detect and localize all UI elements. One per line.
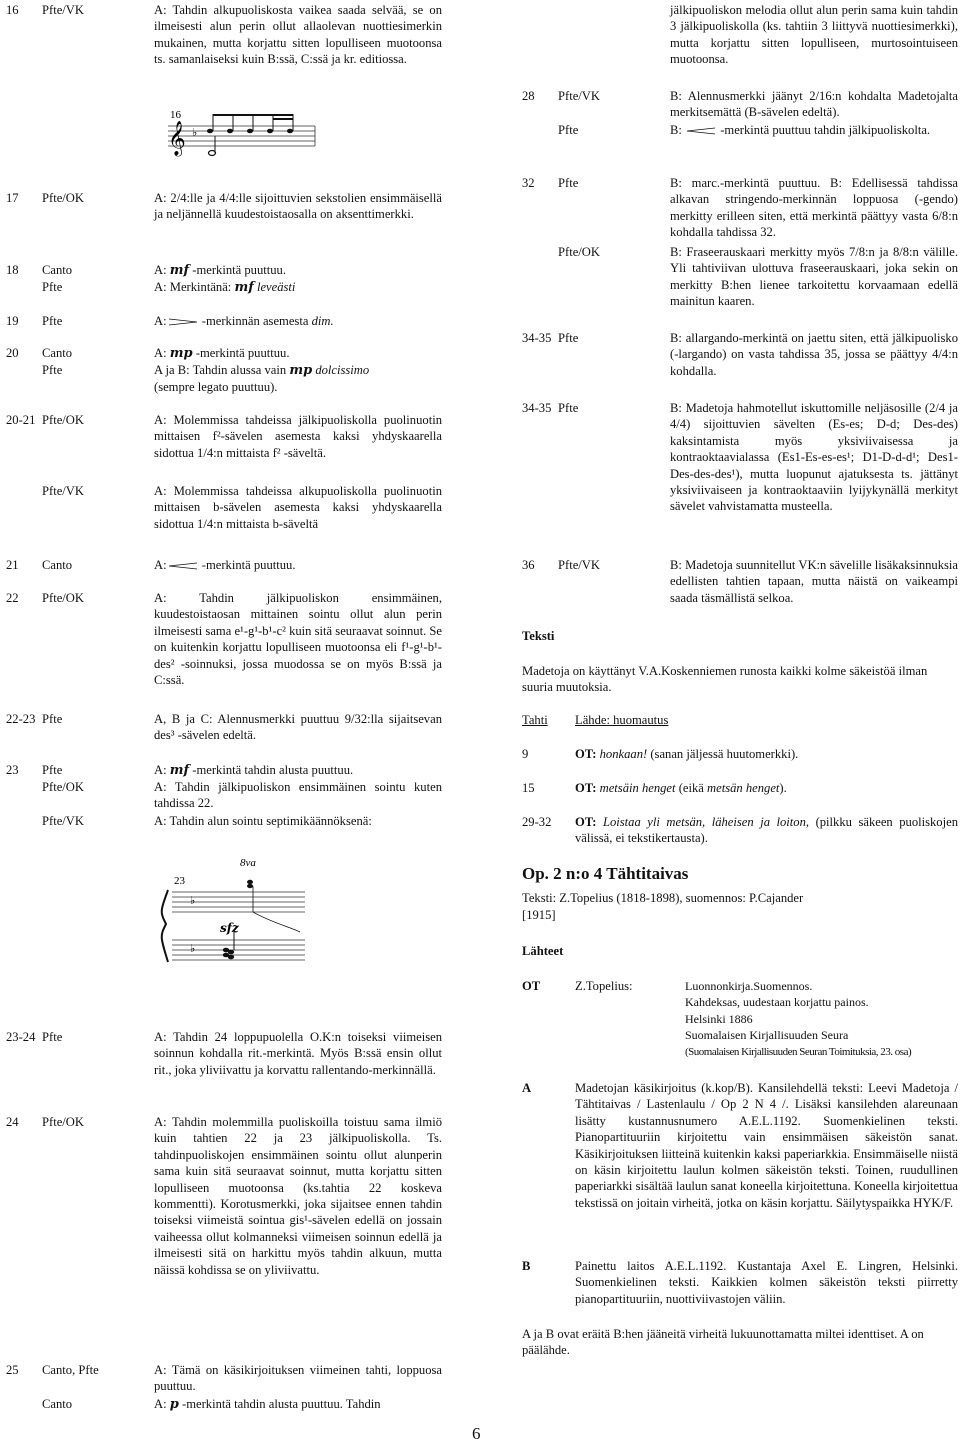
svg-text:♭: ♭ <box>192 126 198 139</box>
svg-text:𝄞: 𝄞 <box>168 121 186 156</box>
part-label: Pfte/VK <box>558 558 600 572</box>
comment-text <box>154 313 442 329</box>
comment-text: A: Tahdin jälkipuoliskon ensimmäinen, kuudestoistaosan mittainen sointu ollut alun perin ilmeisesti sama e¹-g¹-b¹-c² kuin sitä seuraavat soinnut. Se on kuitenkin korjattu lopulliseen muotoonsa eli f¹-g¹-b¹-des² -soinnuksi, jossa muodossa se on myös B:ssä ja C:ssä. <box>154 591 442 688</box>
comment-text: A: Tahdin 24 loppupuolella O.K:n toiseksi viimeisen soinnun kohdalla rit.-merkintä. Myös B:ssä ensin ollut rit., joka yliviivattu ja korvattu rallentando-merkinnällä. <box>154 1030 442 1077</box>
part-label: Pfte <box>558 331 579 345</box>
comment-text: B: Fraseerauskaari merkitty myös 7/8:n ja 8/8:n välille. Yli tahtiviivan ulottuva fraseerauskaari, joka sekin on merkitty B:hen lienee tarkoitettu korvaamaan edellä mainitun kaaren. <box>670 245 958 309</box>
part-label: Pfte/VK <box>42 814 84 828</box>
entry-25-canto <box>6 1396 442 1413</box>
entry-16 <box>6 2 442 68</box>
source-key: B <box>522 1259 531 1273</box>
opus-year: [1915] <box>522 908 556 922</box>
entry-19 <box>6 313 442 329</box>
diminuendo-hairpin-icon <box>167 318 199 326</box>
comment-text: B: Madetoja hahmotellut iskuttomille neljäsosille (2/4 ja 4/4) sijoittuvien sävelten (Es-es; D-d; Des-des) kaksintamista myös yksiviivaisessa ja kontraoktaavialassa (Es1-Es-es-es¹; D1-D-d-d¹; Des1-Des-des-des¹), mutta luopunut ajatuksesta ts. jättänyt yksiviivaiseen ja kontraoktaaviin lyijykynällä merkityt sävelet vahvistamatta musteella. <box>670 401 958 514</box>
sources-heading: Lähteet <box>522 944 564 958</box>
dynamic-mark: mf <box>234 280 254 295</box>
part-label: Pfte <box>42 1030 63 1044</box>
part-label: Pfte/OK <box>42 1115 84 1129</box>
dynamic-mark: mp <box>289 363 313 378</box>
comment-text: B: Madetoja suunnitellut VK:n sävelille lisäkaksinnuksia edellisten tahtien tapaan, mutta näistä on vaikeampi saada täsmällistä selkoa. <box>670 558 958 605</box>
comment-rest: -merkintä puuttuu. <box>201 558 296 572</box>
part-label: Pfte <box>42 712 63 726</box>
comment-rest: -merkintä tahdin alusta puuttuu. <box>192 763 354 777</box>
part-label: Pfte/VK <box>558 89 600 103</box>
part-label: Pfte/VK <box>42 484 84 498</box>
source-label: A: <box>154 763 167 777</box>
comment-text: A: Tahdin alun sointu septimikäännöksenä: <box>154 814 372 828</box>
source-label: A: <box>154 558 167 572</box>
part-label: Pfte <box>558 176 579 190</box>
music-example-23 <box>160 852 310 982</box>
part-label: Pfte/OK <box>42 780 84 794</box>
comment-text <box>154 1396 442 1413</box>
entry-34-35-a <box>522 330 958 379</box>
bar-number: 18 <box>6 263 19 277</box>
sources-conclusion: A ja B ovat eräitä B:hen jääneitä virheitä lukuunottamatta miltei identtiset. A on päälähde. <box>522 1327 924 1358</box>
entry-23-ok <box>6 779 442 812</box>
crescendo-hairpin-icon <box>685 127 717 135</box>
comment-text: jälkipuoliskon melodia ollut alun perin sama kuin tahdin 3 jälkipuoliskolla (ks. tahtiin 3 liittyvä nuottiesimerkki), mutta korjattu sitten lopulliseen, murtosointuiseen muotoonsa. <box>670 3 958 67</box>
source-text: Painettu laitos A.E.L.1192. Kustantaja Axel E. Lingren, Helsinki. Suomenkielinen teksti. Kaikkien kolmen säkeistön teksti piirretty pianopartituuriin, nuottiviivastojen väliin. <box>575 1259 958 1306</box>
row-note: OT: metsäin henget (eikä metsän henget). <box>575 781 787 795</box>
entry-34-35-b <box>522 400 958 515</box>
source-lines: Luonnonkirja.Suomennos. Kahdeksas, uudestaan korjattu painos. Helsinki 1886 Suomalaisen Kirjallisuuden Seura (Suomalaisen Kirjallisuuden Seuran Toimituksia, 23. osa) <box>685 979 912 1058</box>
source-label: A: <box>154 1397 167 1411</box>
comment-text: B: Alennusmerkki jäänyt 2/16:n kohdalta Madetojalta merkitsemättä (B-sävelen edeltä). <box>670 89 958 120</box>
comment-text <box>670 122 958 138</box>
bar-number: 24 <box>6 1115 19 1129</box>
example-bar-number: 16 <box>170 109 181 121</box>
comment-text: A: Tämä on käsikirjoituksen viimeinen tahti, loppuosa puuttuu. <box>154 1363 442 1394</box>
dynamic-mark: p <box>169 1397 179 1412</box>
entry-20-21-ok <box>6 412 442 461</box>
source-b <box>522 1258 958 1307</box>
dynamic-mark: mf <box>169 763 190 778</box>
source-label: A: <box>154 263 167 277</box>
comment-text: A, B ja C: Alennusmerkki puuttuu 9/32:lla sijaitsevan des³ -sävelen edeltä. <box>154 712 442 743</box>
comment-text: A: 2/4:lle ja 4/4:lle sijoittuvien sekstolien ensimmäisellä ja neljännellä kuudestoistaosalla on aksenttimerkki. <box>154 191 442 222</box>
comment-text <box>154 362 442 396</box>
part-label: Canto, Pfte <box>42 1363 99 1377</box>
entry-25-continued <box>522 2 958 68</box>
comment-text: A: Tahdin alkupuoliskosta vaikea saada selvää, se on ilmeisesti alun perin ollut allaolevan nuottiesimerkin mukainen, mutta korjattu sitten lopulliseen muotoonsa ts. samanlaiseksi kuin B:ssä, C:ssä ja kr. editiossa. <box>154 3 442 67</box>
text-table-row <box>522 780 958 796</box>
teksti-body: Madetoja on käyttänyt V.A.Koskenniemen runosta kaikki kolme säkeistöä ilman suuria muutoksia. <box>522 664 928 695</box>
row-note: OT: Loistaa yli metsän, läheisen ja loiton, (pilkku säkeen puoliskojen välissä, ei tekstikertausta). <box>575 815 958 846</box>
entry-32-pfte <box>522 175 958 241</box>
entry-28-vk <box>522 88 958 121</box>
comment-rest: (sempre legato puuttuu). <box>154 380 278 395</box>
entry-20-canto <box>6 345 442 362</box>
entry-18-canto <box>6 262 442 279</box>
comment-text <box>154 345 442 362</box>
comment-italic: dim. <box>311 314 334 328</box>
entry-23-pfte <box>6 762 442 779</box>
comment-text: A: Molemmissa tahdeissa jälkipuoliskolla puolinuotin mittaisen f²-sävelen asemesta kaksi yhdyskaarella sidottua 1/4:n mittaista f² -säveltä. <box>154 413 442 460</box>
bar-number: 23-24 <box>6 1030 36 1044</box>
entry-32-ok <box>522 244 958 310</box>
comment-rest: -merkintä puuttuu. <box>192 263 286 277</box>
part-label: Canto <box>42 1397 73 1411</box>
part-label: Pfte/OK <box>42 413 84 427</box>
opus-subtitle: Teksti: Z.Topelius (1818-1898), suomennos: P.Cajander <box>522 891 804 905</box>
comment-text <box>154 279 442 296</box>
comment-italic: dolcissimo <box>315 363 370 377</box>
bar-number: 22 <box>6 591 19 605</box>
source-label: B: <box>670 123 682 137</box>
source-author: Z.Topelius: <box>575 979 633 993</box>
part-label: Pfte <box>42 314 63 328</box>
bar-number: 25 <box>6 1363 19 1377</box>
comment-text: A: Tahdin jälkipuoliskon ensimmäinen sointu kuten tahdissa 22. <box>154 780 442 811</box>
comment-text <box>154 557 442 573</box>
part-label: Pfte/OK <box>42 191 84 205</box>
part-label: Pfte/VK <box>42 3 84 17</box>
entry-23-24 <box>6 1029 442 1078</box>
entry-22-23 <box>6 711 442 744</box>
dynamic-mark: mp <box>169 346 193 361</box>
source-label: A: <box>154 314 167 328</box>
source-a <box>522 1080 958 1211</box>
entry-20-pfte <box>6 362 442 396</box>
bar-number: 28 <box>522 89 535 103</box>
comment-text <box>154 262 442 279</box>
svg-text:♭: ♭ <box>190 894 196 907</box>
source-key: A <box>522 1081 532 1095</box>
bar-number: 17 <box>6 191 19 205</box>
part-label: Pfte <box>558 401 579 415</box>
bar-number: 34-35 <box>522 331 552 345</box>
comment-rest: leveästi <box>256 280 296 294</box>
bar-number: 23 <box>6 763 19 777</box>
comment-text: A: Tahdin molemmilla puoliskoilla toistuu sama ilmiö kuin tahtien 22 ja 23 jälkipuoliskolla. Ts. tahdinpuoliskojen ensimmäinen sointu ollut alunperin sama kuin sitä seuraavat soinnut, mutta korjattu sitten lopulliseen muotoonsa (ks.tahtia 22 koskeva kommentti). Korotusmerkki, joka sijaitsee ennen tahdin toiseksi viimeistä sointua gis¹-sävelen edellä on jossain vaiheessa ollut kolmanneksi viimeisen soinnun edellä ja ilmeisesti sitä on harkittu myös tahdin alkuun, mutta näissä kohdissa se on yliviivattu. <box>154 1115 442 1277</box>
bar-number: 20 <box>6 346 19 360</box>
comment-rest: -merkintä puuttuu tahdin jälkipuoliskolta. <box>720 123 931 137</box>
entry-25 <box>6 1362 442 1395</box>
entry-36 <box>522 557 958 606</box>
entry-18-pfte <box>6 279 442 296</box>
part-label: Pfte/OK <box>42 591 84 605</box>
row-note: OT: honkaan! (sanan jäljessä huutomerkki). <box>575 747 799 761</box>
column-header-source: Lähde: huomautus <box>575 713 669 727</box>
part-label: Pfte/OK <box>558 245 600 259</box>
bar-number: 32 <box>522 176 535 190</box>
part-label: Canto <box>42 263 73 277</box>
source-label: A: Merkintänä: <box>154 280 232 294</box>
bar-number: 21 <box>6 558 19 572</box>
entry-23-vk <box>6 813 442 829</box>
bar-number: 16 <box>6 3 19 17</box>
sfz-mark: sfz <box>220 921 239 935</box>
source-label: A ja B: Tahdin alussa vain <box>154 363 287 377</box>
source-key: OT <box>522 979 541 993</box>
dynamic-mark: mf <box>169 263 190 278</box>
entry-24 <box>6 1114 442 1278</box>
column-header-tahti: Tahti <box>522 713 548 727</box>
bar-number: 22-23 <box>6 712 36 726</box>
part-label: Pfte <box>42 763 63 777</box>
comment-text <box>154 762 442 779</box>
svg-text:♭: ♭ <box>190 942 196 955</box>
part-label: Pfte <box>42 363 63 377</box>
entry-28-pfte <box>522 122 958 138</box>
comment-rest: -merkintä tahdin alusta puuttuu. Tahdin <box>182 1397 381 1411</box>
bar-number: 19 <box>6 314 19 328</box>
part-label: Pfte <box>42 280 63 294</box>
teksti-heading: Teksti <box>522 629 555 643</box>
part-label: Canto <box>42 558 73 572</box>
bar-number: 34-35 <box>522 401 552 415</box>
comment-rest: -merkintä puuttuu. <box>195 346 290 360</box>
comment-text: B: marc.-merkintä puuttuu. B: Edellisessä tahdissa alkavan stringendo-merkinnän loppuosa (-gendo) merkitty erilleen siten, että merkintä päättyy vasta 6/8:n kohdalla tahdissa 32. <box>670 176 958 240</box>
entry-17 <box>6 190 442 223</box>
part-label: Pfte <box>558 123 579 137</box>
entry-21 <box>6 557 442 573</box>
part-label: Canto <box>42 346 73 360</box>
source-text: Madetojan käsikirjoitus (k.kop/B). Kansilehdellä teksti: Leevi Madetoja / Tähtitaivas / Lastenlaulu / Op 2 N 4 /. Lisäksi kansilehden alareunaan lisätty kustannusnumero A.E.L.1192. Suomenkielinen teksti. Pianopartituuriin kirjoitettu vain ensimmäisen säkeistön sanat. Käsikirjoituksen liitteinä kuitenkin kaksi paperiarkkia. Ensimmäiselle niistä on käsin kirjoitettu laulun kolmen säkeistön teksti. Toinen, ruudullinen paperiarkki sisältää laulun sanat koneella kirjoitettuna. Koneella kirjoitettua tekstissä on joitain virheitä, jotka on käsin korjattu. Säilytyspaikka HYK/F. <box>575 1081 958 1210</box>
bar-number: 9 <box>522 747 529 761</box>
comment-text: B: allargando-merkintä on jaettu siten, että jälkipuolisko (-largando) on vasta tahdissa 35, jossa se päättyy 4/4:n kohdalla. <box>670 331 958 378</box>
bar-number: 15 <box>522 781 535 795</box>
bar-number: 36 <box>522 558 535 572</box>
bar-number: 29-32 <box>522 815 552 829</box>
text-table-header <box>522 712 958 728</box>
crescendo-hairpin-icon <box>167 562 199 570</box>
example-bar-number: 23 <box>174 875 185 887</box>
entry-20-21-vk <box>6 483 442 532</box>
opus-title: Op. 2 n:o 4 Tähtitaivas <box>522 864 689 883</box>
page-number: 6 <box>472 1424 481 1443</box>
music-example-16 <box>160 106 320 166</box>
text-table-row <box>522 814 958 847</box>
source-ot <box>522 978 958 1060</box>
octave-mark: 8va <box>240 857 256 869</box>
text-table-row <box>522 746 958 762</box>
comment-rest: -merkinnän asemesta <box>201 314 309 328</box>
entry-22 <box>6 590 442 688</box>
source-label: A: <box>154 346 167 360</box>
bar-number: 20-21 <box>6 413 36 427</box>
comment-text: A: Molemmissa tahdeissa alkupuoliskolla puolinuotin mittaisen b-sävelen asemesta kaksi yhdyskaarella sidottua 1/4:n mittaista b-säveltä <box>154 484 442 531</box>
